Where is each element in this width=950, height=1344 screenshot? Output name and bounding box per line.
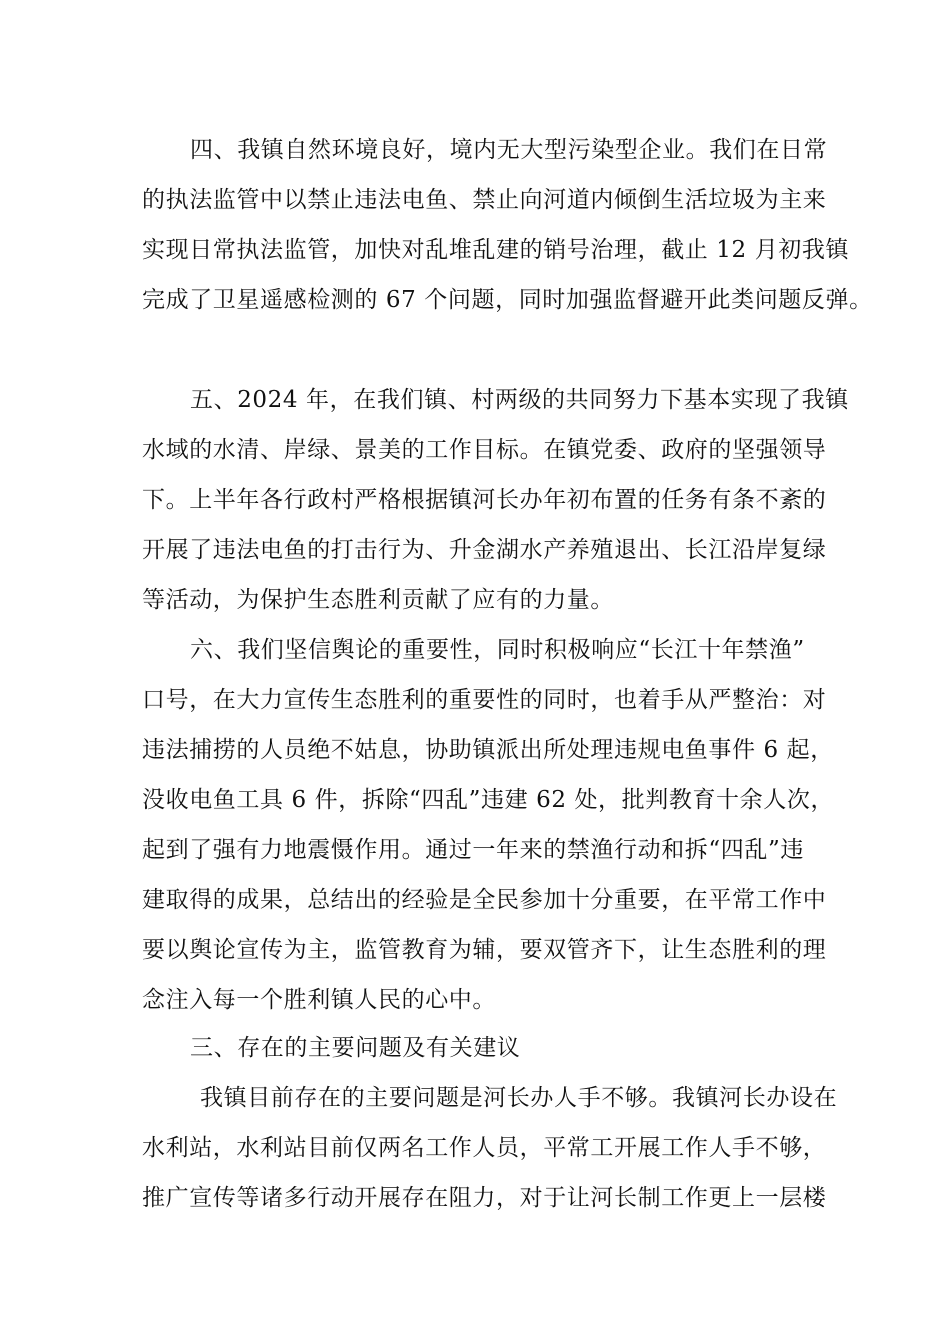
text-line: 水域的水清、岸绿、景美的工作目标。在镇党委、政府的坚强领导 xyxy=(142,437,827,463)
text-line: 实现日常执法监管，加快对乱堆乱建的销号治理，截止 12 月初我镇 xyxy=(142,237,850,263)
paragraph-environment xyxy=(142,125,873,325)
section-heading xyxy=(142,1023,814,1073)
text-line: 等活动，为保护生态胜利贡献了应有的力量。 xyxy=(142,587,614,613)
text-line: 完成了卫星遥感检测的 67 个问题，同时加强监督避开此类问题反弹。 xyxy=(142,287,873,313)
text-line: 六、我们坚信舆论的重要性，同时积极响应“长江十年禁渔” xyxy=(190,637,805,663)
text-line: 没收电鱼工具 6 件，拆除“四乱”违建 62 处，批判教育十余人次， xyxy=(142,787,835,813)
text-line: 下。上半年各行政村严格根据镇河长办年初布置的任务有条不紊的 xyxy=(142,487,827,513)
text-line: 念注入每一个胜利镇人民的心中。 xyxy=(142,987,496,1013)
text-line: 口号，在大力宣传生态胜利的重要性的同时，也着手从严整治：对 xyxy=(142,687,827,713)
text-line: 要以舆论宣传为主，监管教育为辅，要双管齐下，让生态胜利的理 xyxy=(142,937,827,963)
text-line: 起到了强有力地震慑作用。通过一年来的禁渔行动和拆“四乱”违 xyxy=(142,837,804,863)
paragraph-2024-goals xyxy=(142,375,849,625)
text-line: 违法捕捞的人员绝不姑息，协助镇派出所处理违规电鱼事件 6 起， xyxy=(142,737,834,763)
paragraph-main-problems xyxy=(142,1073,838,1223)
text-line: 水利站，水利站目前仅两名工作人员，平常工开展工作人手不够， xyxy=(142,1135,827,1161)
paragraph-public-opinion xyxy=(142,625,835,1025)
section-heading-text: 三、存在的主要问题及有关建议 xyxy=(190,1035,521,1061)
text-line: 五、2024 年，在我们镇、村两级的共同努力下基本实现了我镇 xyxy=(190,387,849,413)
text-line: 推广宣传等诸多行动开展存在阻力，对于让河长制工作更上一层楼 xyxy=(142,1185,827,1211)
text-line: 四、我镇自然环境良好，境内无大型污染型企业。我们在日常 xyxy=(190,137,828,163)
text-line: 开展了违法电鱼的打击行为、升金湖水产养殖退出、长江沿岸复绿 xyxy=(142,537,827,563)
text-line: 我镇目前存在的主要问题是河长办人手不够。我镇河长办设在 xyxy=(200,1085,838,1111)
text-line: 建取得的成果，总结出的经验是全民参加十分重要，在平常工作中 xyxy=(142,887,827,913)
text-line: 的执法监管中以禁止违法电鱼、禁止向河道内倾倒生活垃圾为主来 xyxy=(142,187,827,213)
